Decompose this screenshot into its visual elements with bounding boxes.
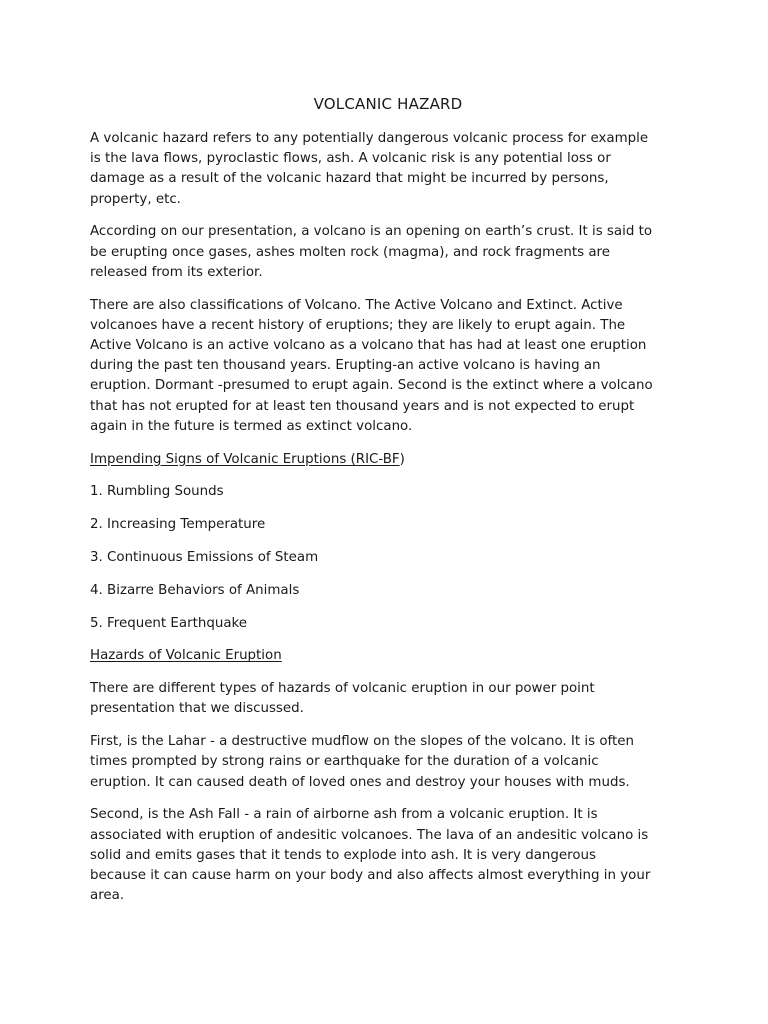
ashfall-paragraph: [90, 805, 686, 906]
signs-heading: [90, 450, 686, 470]
presentation-paragraph: [90, 222, 686, 283]
paragraph-line: There are different types of hazards of volcanic eruption in our power point: [90, 681, 595, 697]
paragraph-line: eruption. Dormant -presumed to erupt again. Second is the extinct where a volcano: [90, 378, 653, 394]
paragraph-line: because it can cause harm on your body and also affects almost everything in your: [90, 868, 651, 884]
list-item: 5. Frequent Earthquake: [90, 615, 248, 631]
list-item: 2. Increasing Temperature: [90, 517, 266, 533]
paragraph-line: that has not erupted for at least ten thousand years and is not expected to erupt: [90, 398, 635, 414]
hazards-heading: Hazards of Volcanic Eruption: [90, 648, 282, 664]
paragraph-line: again in the future is termed as extinct volcano.: [90, 418, 413, 434]
classifications-paragraph: [90, 296, 686, 437]
list-item: 4. Bizarre Behaviors of Animals: [90, 582, 300, 598]
paragraph-line: eruption. It can caused death of loved ones and destroy your houses with muds.: [90, 774, 630, 790]
paragraph-line: volcanoes have a recent history of eruptions; they are likely to erupt again. The: [90, 317, 626, 333]
paragraph-line: times prompted by strong rains or earthquake for the duration of a volcanic: [90, 754, 599, 770]
paragraph-line: during the past ten thousand years. Erupting-an active volcano is having an: [90, 358, 601, 374]
lahar-paragraph: [90, 732, 686, 793]
paragraph-line: be erupting once gases, ashes molten rock (magma), and rock fragments are: [90, 244, 611, 260]
paragraph-line: presentation that we discussed.: [90, 701, 304, 717]
paragraph-line: property, etc.: [90, 191, 181, 207]
paragraph-line: associated with eruption of andesitic volcanoes. The lava of an andesitic volcano is: [90, 827, 649, 843]
paragraph-line: Second, is the Ash Fall - a rain of airborne ash from a volcanic eruption. It is: [90, 807, 598, 823]
hazards-intro-paragraph: [90, 679, 686, 719]
document-title: VOLCANIC HAZARD: [313, 95, 463, 113]
paragraph-line: damage as a result of the volcanic hazard that might be incurred by persons,: [90, 171, 609, 187]
paragraph-line: is the lava flows, pyroclastic flows, ash. A volcanic risk is any potential loss or: [90, 151, 611, 167]
intro-paragraph: [90, 129, 686, 210]
paragraph-line: area.: [90, 888, 125, 904]
paragraph-line: solid and emits gases that it tends to explode into ash. It is very dangerous: [90, 847, 597, 863]
list-item: 1. Rumbling Sounds: [90, 484, 224, 500]
paragraph-line: According on our presentation, a volcano is an opening on earth’s crust. It is said to: [90, 224, 653, 240]
paragraph-line: Active Volcano is an active volcano as a volcano that has had at least one eruption: [90, 338, 647, 354]
paragraph-line: First, is the Lahar - a destructive mudflow on the slopes of the volcano. It is often: [90, 734, 634, 750]
paragraph-line: released from its exterior.: [90, 264, 263, 280]
paragraph-line: A volcanic hazard refers to any potentially dangerous volcanic process for example: [90, 131, 649, 146]
document-body: [90, 94, 686, 919]
list-item: 3. Continuous Emissions of Steam: [90, 550, 319, 566]
paragraph-line: There are also classifications of Volcano. The Active Volcano and Extinct. Active: [90, 297, 623, 313]
signs-heading-text: Impending Signs of Volcanic Eruptions (RIC-BF: [90, 451, 400, 467]
signs-heading-tail: ): [399, 451, 405, 467]
